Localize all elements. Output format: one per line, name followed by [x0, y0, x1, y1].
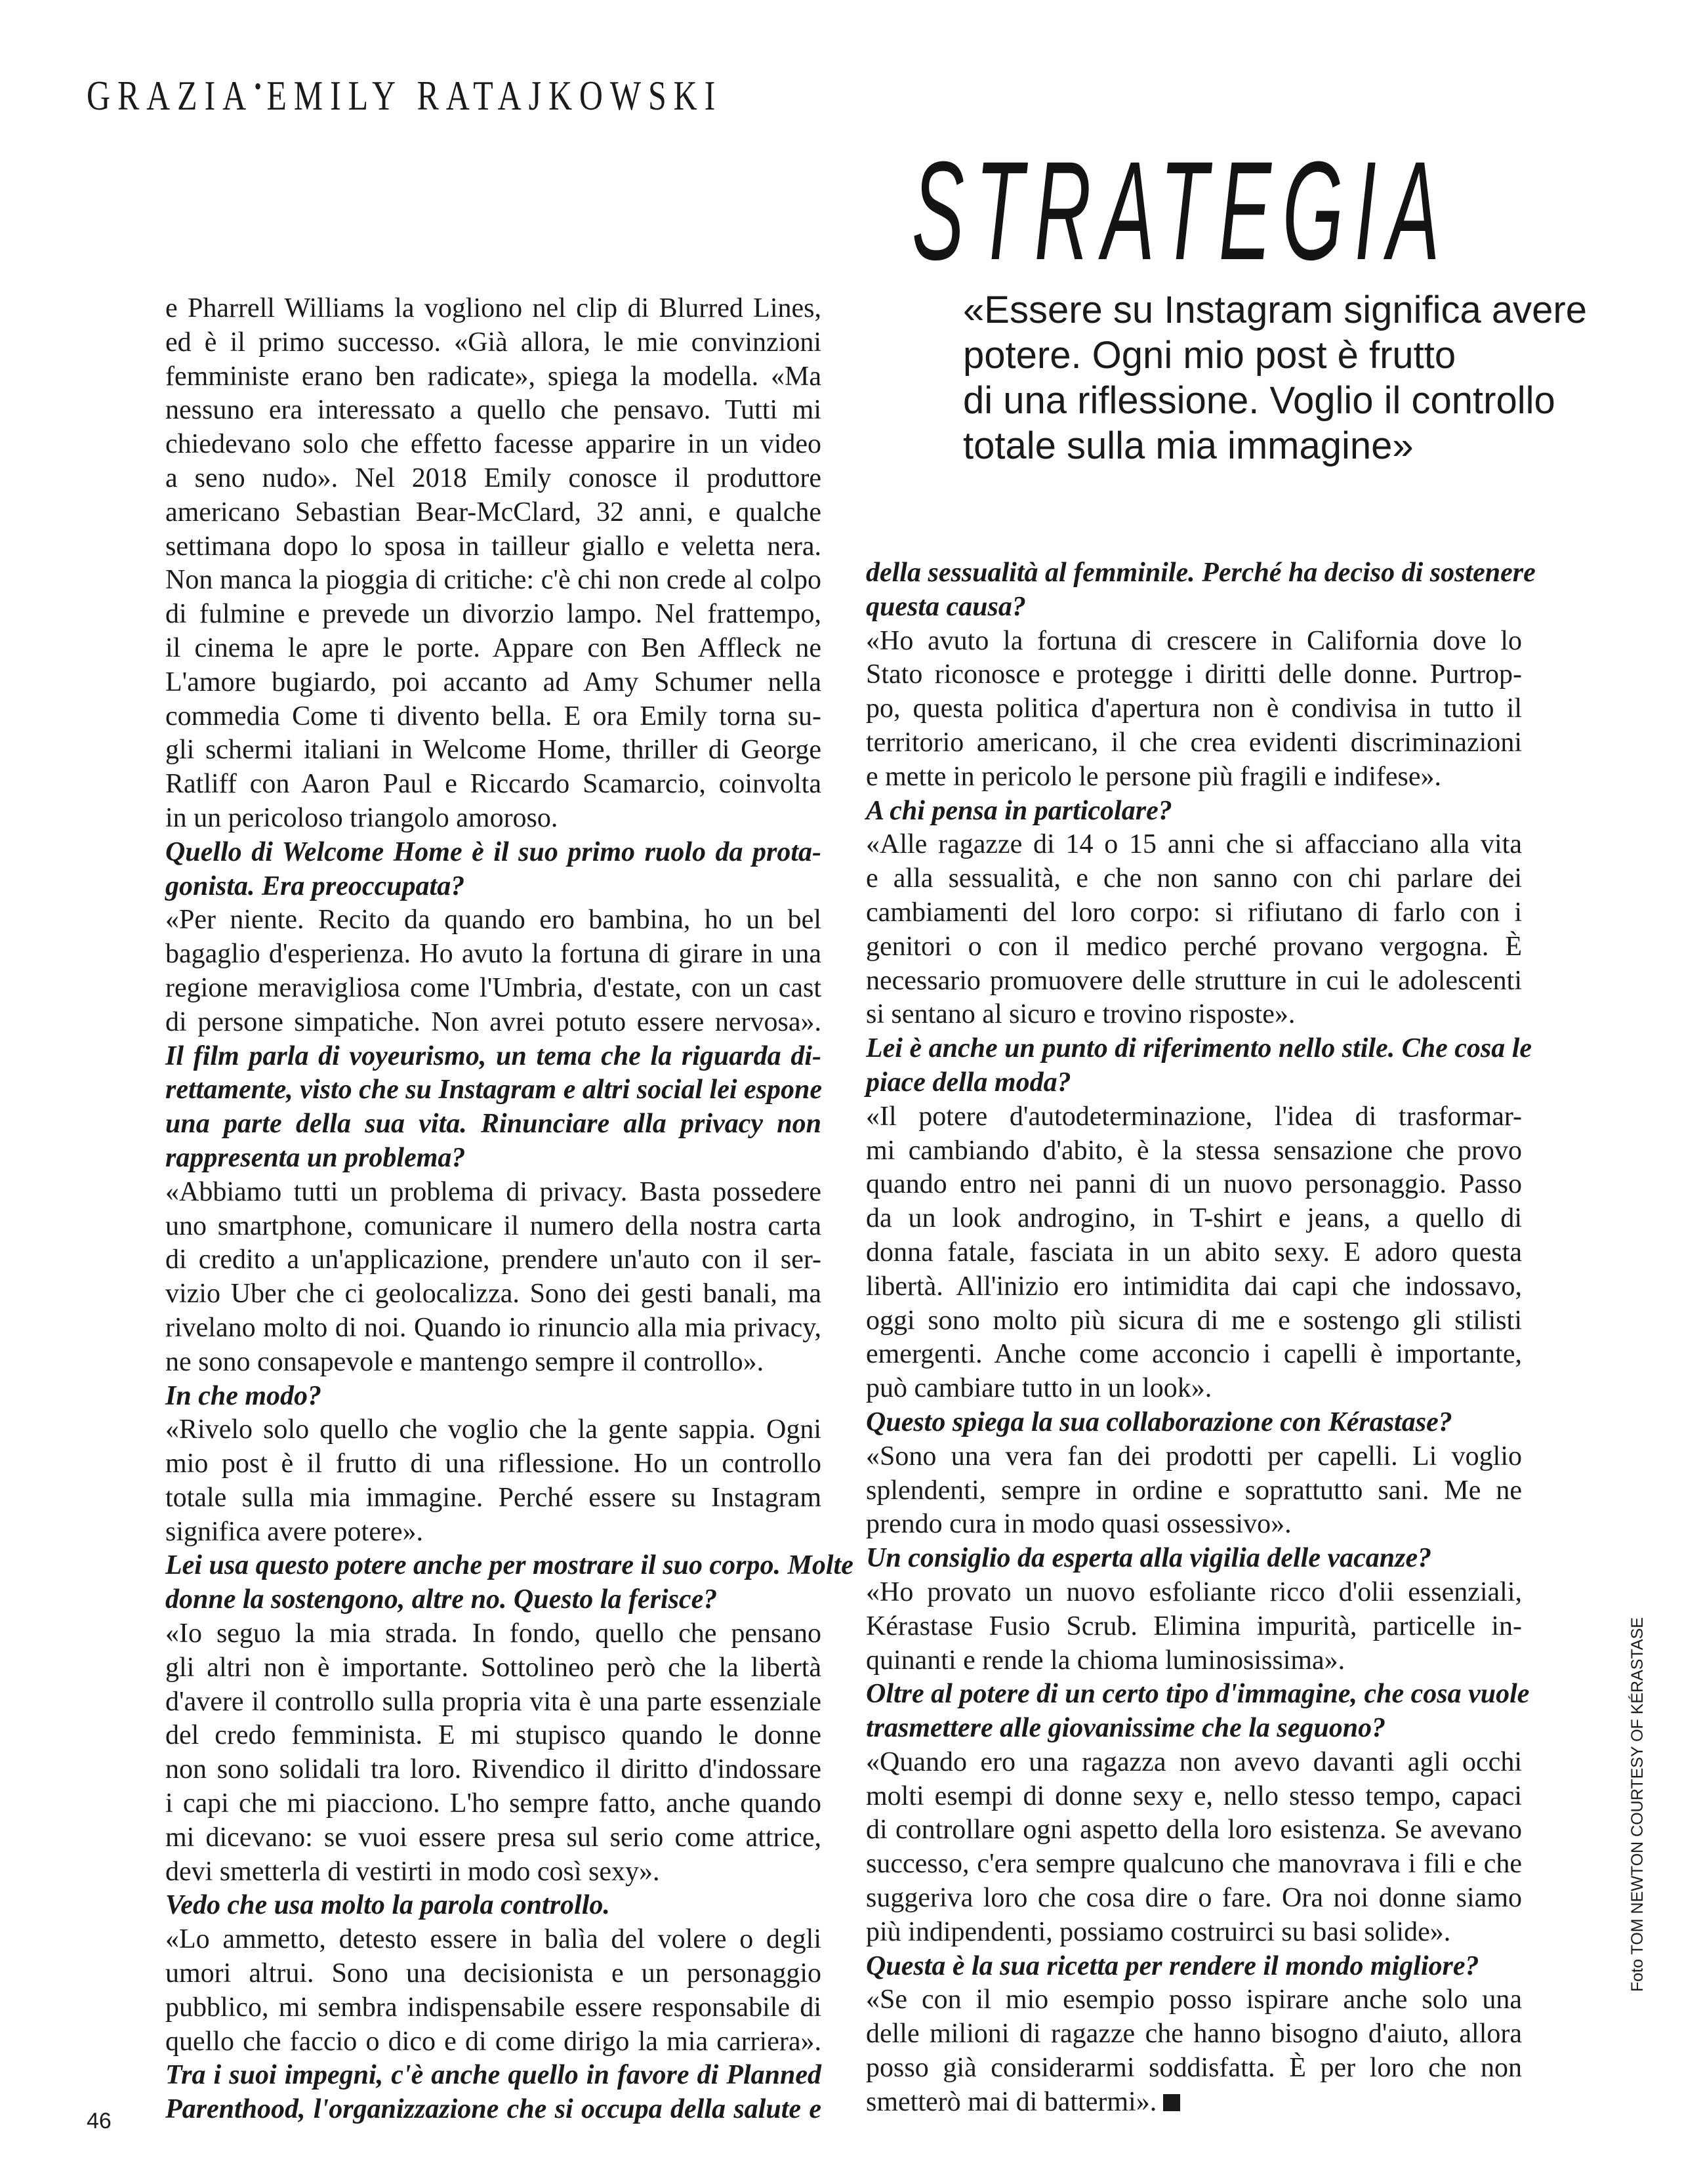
body-text-line	[866, 2017, 1522, 2051]
body-text-line	[165, 1617, 821, 1651]
line-text: il cinema le apre le porte. Appare con Ben Affleck ne	[165, 632, 821, 663]
line-text: oggi sono molto più sicura di me e sostengo gli stilisti	[866, 1305, 1522, 1336]
article-column-left	[165, 292, 853, 2127]
body-text-line	[165, 700, 821, 734]
body-text-line	[165, 564, 821, 598]
line-text: e Pharrell Williams la vogliono nel clip di Blurred Lines,	[165, 293, 821, 323]
line-text: «Sono una vera fan dei prodotti per capelli. Li voglio	[866, 1441, 1522, 1472]
body-text-line	[165, 1855, 821, 1889]
interview-question-line	[866, 556, 1536, 590]
line-text: quello che faccio o dico e di come dirigo la mia carriera».	[165, 2026, 821, 2057]
line-text: splendenti, sempre in ordine e soprattutto sani. Me ne	[866, 1475, 1522, 1506]
body-text-line	[165, 768, 821, 802]
line-text: donne la sostengono, altre no. Questo la ferisce?	[165, 1584, 718, 1615]
line-text: Non manca la pioggia di critiche: c'è chi non crede al colpo	[165, 565, 821, 596]
line-text: Lei usa questo potere anche per mostrare il suo corpo. Molte	[165, 1550, 853, 1581]
magazine-name: GRAZIA	[87, 72, 254, 119]
body-text-line	[165, 1481, 821, 1515]
line-text: prendo cura in modo quasi ossessivo».	[866, 1509, 1292, 1540]
line-text: della sessualità al femminile. Perché ha deciso di sostenere	[866, 558, 1536, 588]
line-text: «Quando ero una ragazza non avevo davanti agli occhi	[866, 1746, 1522, 1777]
line-text: A chi pensa in particolare?	[866, 795, 1172, 826]
line-text: delle milioni di ragazze che hanno bisogno d'aiuto, allora	[866, 2019, 1522, 2050]
body-text-line	[165, 1413, 821, 1447]
line-text: libertà. All'inizio ero intimidita dai capi che indossavo,	[866, 1271, 1522, 1302]
body-text-line	[866, 1236, 1522, 1270]
body-text-line	[866, 1440, 1522, 1474]
section-title: STRATEGIA	[912, 133, 1451, 289]
body-text-line	[866, 1610, 1522, 1644]
body-text-line	[866, 1813, 1522, 1847]
body-text-line	[866, 1202, 1522, 1236]
body-text-line	[165, 326, 821, 360]
body-text-line	[165, 733, 821, 768]
body-text-line	[866, 1983, 1522, 2017]
line-text: Parenthood, l'organizzazione che si occupa della salute e	[165, 2094, 821, 2125]
line-text: rettamente, visto che su Instagram e altri social lei espone	[165, 1075, 822, 1105]
line-text: smetterò mai di battermi».	[866, 2086, 1157, 2117]
line-text: chiedevano solo che effetto facesse apparire in un video	[165, 429, 821, 460]
line-text: commedia Come ti divento bella. E ora Emily torna su-	[165, 701, 821, 731]
line-text: gli altri non è importante. Sottolineo però che la libertà	[165, 1652, 821, 1683]
line-text: quando entro nei panni di un nuovo personaggio. Passo	[866, 1169, 1522, 1200]
body-text-line	[866, 1134, 1522, 1168]
line-text: pubblico, mi sembra indispensabile essere responsabile di	[165, 1992, 821, 2023]
photo-credit: Foto TOM NEWTON COURTESY OF KÉRASTASE	[1628, 1617, 1647, 1992]
body-text-line	[866, 1304, 1522, 1338]
line-text: emergenti. Anche come acconcio i capelli è importante,	[866, 1339, 1522, 1370]
body-text-line	[165, 972, 821, 1006]
interview-question-line	[866, 1032, 1532, 1066]
line-text: «Ho avuto la fortuna di crescere in California dove lo	[866, 625, 1522, 656]
line-text: può cambiare tutto in un look».	[866, 1373, 1212, 1404]
line-text: «Abbiamo tutti un problema di privacy. Basta possedere	[165, 1176, 821, 1207]
interview-question-line	[165, 1107, 821, 1142]
line-text: Kérastase Fusio Scrub. Elimina impurità, particelle in-	[866, 1611, 1522, 1641]
body-text-line	[165, 1243, 821, 1277]
line-text: L'amore bugiardo, poi accanto ad Amy Schumer nella	[165, 667, 821, 697]
body-text-line	[866, 998, 1522, 1032]
body-text-line	[165, 292, 821, 326]
body-text-line	[165, 1991, 821, 2025]
line-text: bagaglio d'esperienza. Ho avuto la fortuna di girare in una	[165, 939, 821, 970]
body-text-line	[165, 1311, 821, 1346]
line-text: Oltre al potere di un certo tipo d'immagine, che cosa vuole	[866, 1679, 1530, 1710]
body-text-line	[165, 1447, 821, 1481]
header-separator: •	[254, 72, 262, 101]
line-text: «Lo ammetto, detesto essere in balìa del volere o degli	[165, 1924, 821, 1955]
line-text: di persone simpatiche. Non avrei potuto essere nervosa».	[165, 1006, 821, 1037]
line-text: americano Sebastian Bear-McClard, 32 anni, e qualche	[165, 497, 821, 527]
body-text-line	[165, 1006, 821, 1040]
body-text-line	[165, 1651, 821, 1685]
interview-question-line	[866, 1712, 1522, 1746]
line-text: Vedo che usa molto la parola controllo.	[165, 1890, 610, 1921]
body-text-line	[165, 666, 821, 700]
body-text-line	[165, 1515, 821, 1550]
body-text-line	[866, 726, 1522, 760]
interview-question-line	[165, 1142, 821, 1176]
pull-quote-line: potere. Ogni mio post è frutto	[963, 334, 1456, 377]
interview-question-line	[866, 1678, 1530, 1712]
interview-question-line	[165, 2059, 821, 2093]
interview-question-line	[165, 1380, 821, 1414]
interview-question-line	[866, 1406, 1522, 1440]
line-text: vizio Uber che ci geolocalizza. Sono dei gesti banali, ma	[165, 1279, 821, 1309]
line-text: regione meravigliosa come l'Umbria, d'estate, con un cast	[165, 972, 821, 1003]
body-text-line	[866, 760, 1522, 794]
line-text: in un pericoloso triangolo amoroso.	[165, 802, 558, 833]
line-text: necessario promuovere delle strutture in cui le adolescenti	[866, 965, 1522, 996]
line-text: del credo femminista. E mi stupisco quando le donne	[165, 1720, 821, 1751]
line-text: «Io seguo la mia strada. In fondo, quello che pensano	[165, 1618, 821, 1649]
line-text: non sono solidali tra loro. Rivendico il diritto d'indossare	[165, 1754, 821, 1785]
line-text: suggeriva loro che cosa dire o fare. Ora noi donne siamo	[866, 1883, 1522, 1914]
line-text: ed è il primo successo. «Già allora, le mie convinzioni	[165, 327, 821, 358]
body-text-line	[866, 1746, 1522, 1780]
line-text: Questo spiega la sua collaborazione con Kérastase?	[866, 1407, 1452, 1437]
body-text-line	[165, 1346, 821, 1380]
interview-question-line	[866, 1950, 1522, 1984]
body-text-line	[866, 964, 1522, 999]
body-text-line	[165, 1923, 821, 1957]
line-text: «Se con il mio esempio posso ispirare anche solo una	[866, 1985, 1522, 2015]
line-text: molti esempi di donne sexy e, nello stesso tempo, capaci	[866, 1781, 1522, 1811]
line-text: più indipendenti, possiamo costruirci su basi solide».	[866, 1916, 1451, 1947]
body-text-line	[165, 496, 821, 530]
body-text-line	[866, 1916, 1522, 1950]
line-text: d'avere il controllo sulla propria vita è una parte essenziale	[165, 1686, 821, 1717]
line-text: genitori o con il medico perché provano vergogna. È	[866, 931, 1522, 962]
body-text-line	[866, 1372, 1522, 1406]
body-text-line	[165, 428, 821, 462]
body-text-line	[866, 896, 1522, 930]
interview-question-line	[866, 590, 1522, 625]
interview-question-line	[165, 1549, 853, 1583]
interview-question-line	[165, 1073, 821, 1107]
line-text: Tra i suoi impegni, c'è anche quello in favore di Planned	[165, 2060, 821, 2091]
interview-question-line	[866, 794, 1522, 829]
line-text: cambiamenti del loro corpo: si rifiutano di farlo con i	[866, 897, 1522, 928]
body-text-line	[165, 2025, 821, 2059]
body-text-line	[866, 1882, 1522, 1916]
body-text-line	[165, 360, 821, 394]
line-text: quinanti e rende la chioma luminosissima».	[866, 1645, 1345, 1676]
body-text-line	[165, 530, 821, 564]
article-column-right	[866, 556, 1536, 2120]
body-text-line	[866, 1576, 1522, 1610]
line-text: uno smartphone, comunicare il numero della nostra carta	[165, 1210, 821, 1241]
line-text: gonista. Era preoccupata?	[165, 871, 465, 901]
line-text: rivelano molto di noi. Quando io rinuncio alla mia privacy,	[165, 1312, 821, 1343]
line-text: Il film parla di voyeurismo, un tema che la riguarda di-	[165, 1040, 821, 1071]
line-text: po, questa politica d'apertura non è condivisa in tutto il	[866, 693, 1522, 724]
pull-quote-line: totale sulla mia immagine»	[963, 424, 1414, 467]
line-text: una parte della sua vita. Rinunciare alla privacy non	[165, 1109, 821, 1140]
line-text: di controllare ogni aspetto della loro esistenza. Se avevano	[866, 1815, 1522, 1845]
line-text: Ratliff con Aaron Paul e Riccardo Scamarcio, coinvolta	[165, 769, 821, 800]
body-text-line	[165, 1821, 821, 1855]
body-text-line	[165, 802, 821, 836]
body-text-line	[165, 1753, 821, 1787]
line-text: i capi che mi piacciono. L'ho sempre fatto, anche quando	[165, 1788, 821, 1819]
line-text: umori altrui. Sono una decisionista e un personaggio	[165, 1958, 821, 1989]
body-text-line	[165, 1787, 821, 1821]
line-text: Stato riconosce e protegge i diritti delle donne. Purtrop-	[866, 659, 1522, 690]
body-text-line	[866, 2051, 1522, 2086]
line-text: donna fatale, fasciata in un abito sexy. E adoro questa	[866, 1237, 1522, 1267]
line-text: piace della moda?	[866, 1067, 1071, 1098]
body-text-line	[866, 692, 1522, 726]
interview-question-line	[165, 1889, 821, 1923]
line-text: questa causa?	[866, 591, 1026, 622]
body-text-line	[165, 1957, 821, 1991]
body-text-line	[866, 862, 1522, 896]
line-text: ne sono consapevole e mantengo sempre il controllo».	[165, 1346, 764, 1377]
line-text: territorio americano, il che crea evidenti discriminazioni	[866, 727, 1522, 758]
body-text-line	[165, 462, 821, 496]
pull-quote	[963, 287, 1606, 468]
pull-quote-line: di una riflessione. Voglio il controllo	[963, 379, 1555, 422]
line-text: di fulmine e prevede un divorzio lampo. Nel frattempo,	[165, 599, 821, 630]
line-text: nessuno era interessato a quello che pensavo. Tutti mi	[165, 395, 821, 426]
body-text-line	[866, 1100, 1522, 1134]
line-text: rappresenta un problema?	[165, 1142, 466, 1173]
line-text: femministe erano ben radicate», spiega la modella. «Ma	[165, 361, 821, 392]
body-text-line	[866, 1338, 1522, 1372]
line-text: «Alle ragazze di 14 o 15 anni che si affacciano alla vita	[866, 829, 1522, 860]
interview-question-line	[165, 870, 821, 904]
line-text: «Rivelo solo quello che voglio che la gente sappia. Ogni	[165, 1414, 821, 1445]
line-text: successo, c'era sempre qualcuno che manovrava i fili e che	[866, 1849, 1522, 1880]
line-text: Questa è la sua ricetta per rendere il mondo migliore?	[866, 1950, 1479, 1981]
line-text: a seno nudo». Nel 2018 Emily conosce il produttore	[165, 463, 821, 493]
line-text: «Per niente. Recito da quando ero bambina, ho un bel	[165, 905, 821, 936]
body-text-line	[165, 598, 821, 632]
body-text-line	[866, 1508, 1522, 1542]
line-text: In che modo?	[165, 1380, 322, 1411]
body-text-line	[165, 937, 821, 972]
line-text: di credito a un'applicazione, prendere un'auto con il ser-	[165, 1245, 821, 1275]
line-text: totale sulla mia immagine. Perché essere su Instagram	[165, 1482, 821, 1513]
interview-question-line	[165, 2093, 821, 2127]
body-text-line	[866, 1644, 1522, 1678]
line-text: da un look androgino, in T-shirt e jeans, a quello di	[866, 1203, 1522, 1234]
interview-question-line	[866, 1542, 1522, 1576]
body-text-line	[165, 1685, 821, 1720]
body-text-line	[165, 1176, 821, 1210]
line-text: Quello di Welcome Home è il suo primo ruolo da prota-	[165, 836, 821, 867]
body-text-line	[866, 1270, 1522, 1304]
pull-quote-line: «Essere su Instagram significa avere	[963, 289, 1587, 331]
line-text: significa avere potere».	[165, 1516, 423, 1547]
line-text: trasmettere alle giovanissime che la seguono?	[866, 1713, 1386, 1744]
body-text-line	[866, 1847, 1522, 1882]
body-text-line	[866, 1780, 1522, 1814]
line-text: mi cambiando d'abito, è la stessa sensazione che provo	[866, 1135, 1522, 1166]
body-text-line	[165, 1210, 821, 1244]
line-text: e alla sessualità, e che non sanno con chi parlare dei	[866, 863, 1522, 894]
body-text-line	[165, 1277, 821, 1311]
line-text: «Ho provato un nuovo esfoliante ricco d'olii essenziali,	[866, 1576, 1522, 1607]
interview-question-line	[165, 1583, 821, 1617]
body-text-line	[866, 1168, 1522, 1202]
interview-question-line	[165, 1040, 821, 1074]
body-text-line	[866, 1474, 1522, 1508]
line-text: posso già considerarmi soddisfatta. È per loro che non	[866, 2053, 1522, 2084]
body-text-line	[866, 625, 1522, 659]
body-text-line	[866, 930, 1522, 964]
body-text-line	[165, 632, 821, 666]
line-text: devi smetterla di vestirti in modo così sexy».	[165, 1856, 660, 1887]
line-text: e mette in pericolo le persone più fragili e indifese».	[866, 761, 1442, 792]
line-text: «Il potere d'autodeterminazione, l'idea di trasformar-	[866, 1101, 1522, 1132]
line-text: mio post è il frutto di una riflessione. Ho un controllo	[165, 1449, 821, 1479]
body-text-line	[866, 658, 1522, 692]
body-text-line	[165, 394, 821, 428]
line-text: gli schermi italiani in Welcome Home, thriller di George	[165, 735, 821, 766]
article-subject: EMILY RATAJKOWSKI	[266, 72, 723, 119]
interview-question-line	[866, 1066, 1522, 1100]
line-text: si sentano al sicuro e trovino risposte».	[866, 999, 1296, 1030]
line-text: Un consiglio da esperta alla vigilia delle vacanze?	[866, 1543, 1432, 1574]
line-text: Lei è anche un punto di riferimento nello stile. Che cosa le	[866, 1033, 1532, 1064]
end-of-article-mark	[1163, 2094, 1180, 2111]
page-header	[87, 71, 722, 120]
body-text-line	[866, 828, 1522, 862]
interview-question-line	[165, 836, 821, 870]
body-text-line	[165, 1719, 821, 1753]
line-text: mi dicevano: se vuoi essere presa sul serio come attrice,	[165, 1822, 821, 1853]
page-number: 46	[87, 2109, 112, 2133]
body-text-line	[165, 903, 821, 937]
line-text: settimana dopo lo sposa in tailleur giallo e veletta nera.	[165, 531, 821, 562]
body-text-line	[866, 2086, 1522, 2120]
